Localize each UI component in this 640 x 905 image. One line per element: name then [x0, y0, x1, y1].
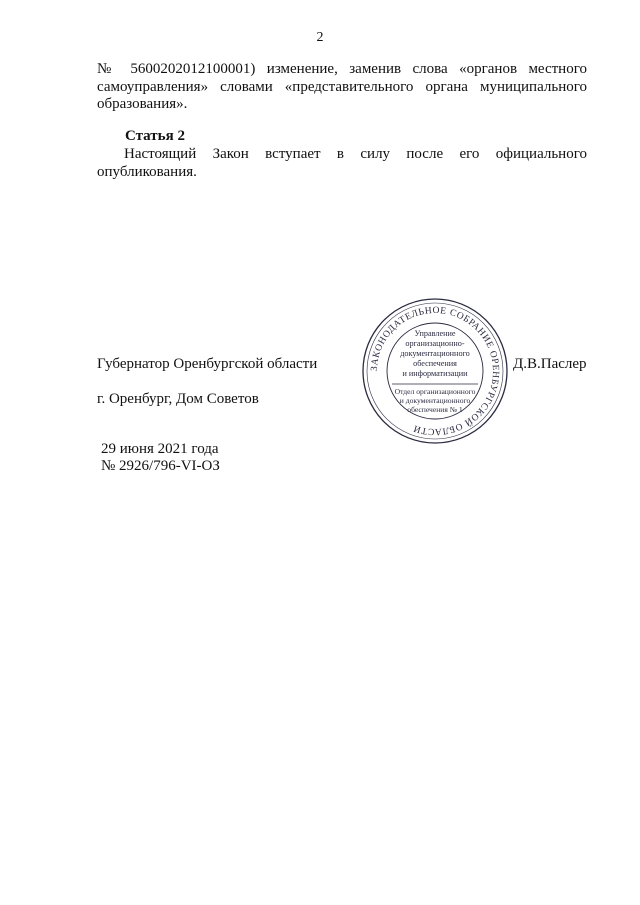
- signatory-name: Д.В.Паслер: [513, 356, 587, 372]
- signing-date: 29 июня 2021 года: [101, 441, 219, 457]
- text-line: самоуправления» словами «представительного органа муниципального: [97, 78, 587, 95]
- place-of-signing: г. Оренбург, Дом Советов: [97, 391, 259, 407]
- text-line: опубликования.: [97, 163, 197, 180]
- signatory-position: Губернатор Оренбургской области: [97, 356, 318, 372]
- article-title: Статья 2: [125, 128, 185, 144]
- date-and-number: [101, 441, 220, 475]
- stamp-inner-text: [395, 329, 476, 414]
- stamp: [360, 296, 510, 446]
- law-number: № 2926/796-VI-ОЗ: [101, 458, 220, 474]
- paragraph-effective: [97, 146, 587, 181]
- stamp-inner-line: организационно-: [405, 339, 465, 348]
- stamp-inner-line: документационного: [400, 349, 470, 358]
- paragraph-amendment: [97, 61, 587, 114]
- stamp-bottom-line: и документационного: [399, 396, 471, 405]
- text-line: образования».: [97, 96, 188, 112]
- stamp-seal-icon: [360, 296, 510, 446]
- stamp-inner-line: и информатизации: [402, 369, 468, 378]
- stamp-ring-text: ЗАКОНОДАТЕЛЬНОЕ СОБРАНИЕ ОРЕНБУРГСКОЙ ОБЛАСТИ: [369, 305, 501, 437]
- text-line: Настоящий Закон вступает в силу после его официального: [124, 146, 587, 162]
- page-number: 2: [316, 30, 324, 45]
- stamp-inner-line: обеспечения: [413, 359, 457, 368]
- stamp-bottom-line: Отдел организационного: [394, 387, 476, 396]
- stamp-bottom-line: обеспечения № 1: [407, 405, 463, 414]
- text-line: № 5600202012100001) изменение, заменив слова «органов местного: [97, 61, 587, 77]
- stamp-inner-line: Управление: [414, 329, 456, 338]
